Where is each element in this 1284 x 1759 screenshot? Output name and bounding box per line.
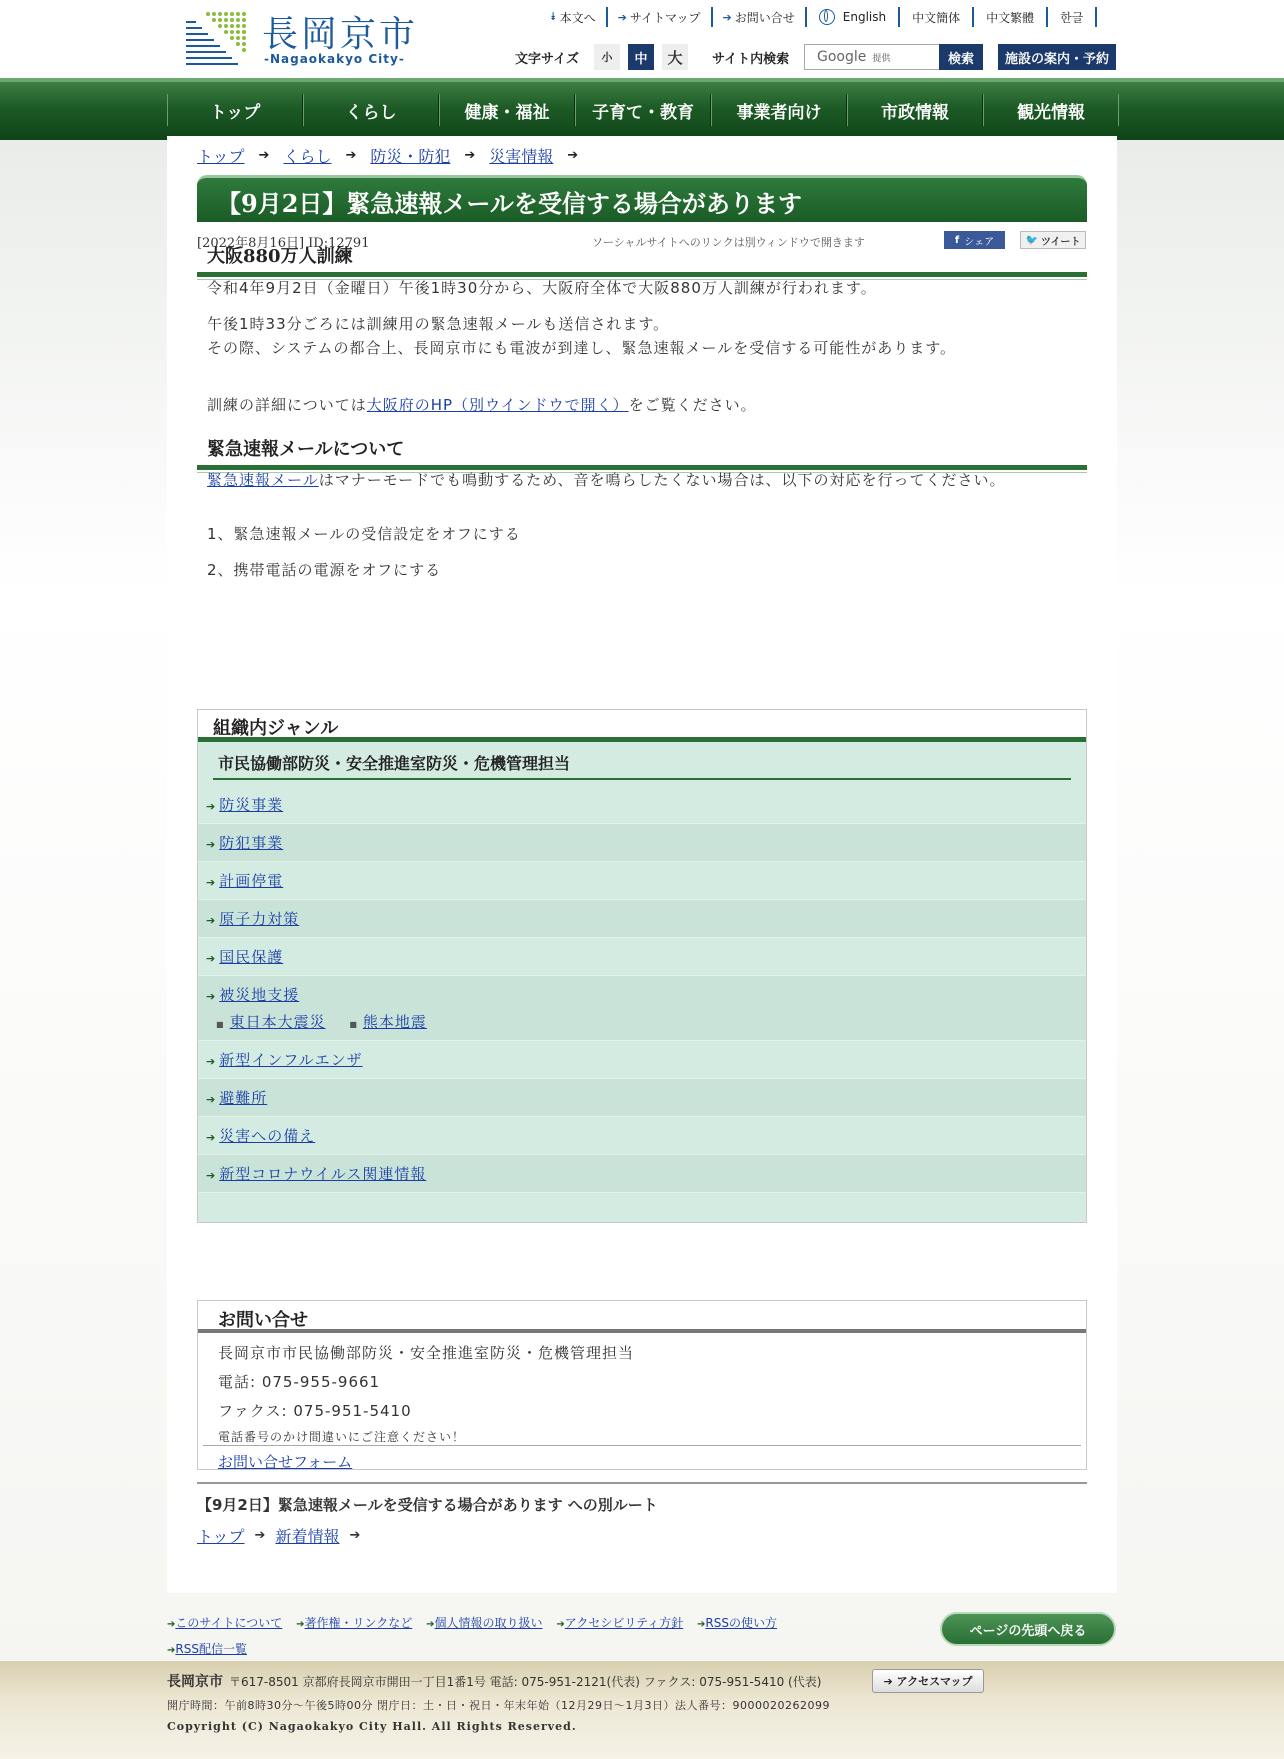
- back-to-top-button[interactable]: ページの先頭へ戻る: [940, 1612, 1116, 1646]
- contact-note: 電話番号のかけ間違いにご注意ください！: [218, 1430, 466, 1444]
- genre-heading: 組織内ジャンル: [198, 710, 1086, 742]
- sitemap-link[interactable]: [608, 7, 713, 27]
- arrow-right-icon: ➔: [697, 1619, 706, 1630]
- arrow-right-icon: ➔: [206, 914, 217, 927]
- lang-english[interactable]: [807, 7, 900, 27]
- footer-link-copyright[interactable]: 著作権・リンクなど: [304, 1616, 413, 1630]
- breadcrumb-top[interactable]: トップ: [197, 147, 245, 166]
- site-search-label: サイト内検索: [712, 52, 790, 67]
- footer-copyright: Copyright (C) Nagaokakyo City Hall. All Rights Reserved.: [167, 1720, 577, 1733]
- arrow-right-icon: ➔: [722, 10, 732, 24]
- list-item: 2、携帯電話の電源をオフにする: [207, 561, 442, 579]
- logo-subtitle: -Nagaokakyo City-: [264, 52, 405, 66]
- alt-route-breadcrumb: [197, 1524, 360, 1547]
- genre-sublink[interactable]: 熊本地震: [362, 1013, 427, 1031]
- genre-link[interactable]: 原子力対策: [219, 910, 300, 928]
- arrow-right-icon: ➔: [296, 1619, 305, 1630]
- arrow-right-icon: ➔: [206, 876, 217, 889]
- list-item: [198, 1117, 1086, 1155]
- paragraph-text: 訓練の詳細については: [207, 396, 367, 414]
- arrow-right-icon: ➔: [556, 1619, 565, 1630]
- arrow-right-icon: ➔: [206, 1093, 217, 1106]
- arrow-right-icon: ➔: [206, 838, 217, 851]
- genre-link[interactable]: 避難所: [219, 1089, 268, 1107]
- genre-link[interactable]: 新型インフルエンザ: [219, 1051, 363, 1069]
- down-arrow-icon: ⯯: [550, 10, 557, 23]
- site-footer: [0, 1661, 1284, 1759]
- nav-childcare[interactable]: 子育て・教育: [575, 94, 711, 126]
- breadcrumb-living[interactable]: くらし: [283, 147, 332, 166]
- list-item: [198, 976, 1086, 1041]
- contact-heading: お問い合せ: [198, 1301, 1086, 1333]
- util-link-label: サイトマップ: [629, 10, 701, 25]
- lang-zh-hant[interactable]: 中文繁體: [974, 7, 1048, 27]
- skip-to-content-link[interactable]: [540, 7, 608, 27]
- search-button[interactable]: 検索: [939, 44, 983, 70]
- util-link-label: お問い合せ: [734, 10, 795, 25]
- global-nav: [0, 78, 1284, 140]
- paragraph-text: をご覧ください。: [628, 396, 757, 414]
- arrow-right-icon: ➔: [567, 148, 579, 163]
- logo-title: 長岡京市: [262, 14, 419, 55]
- utility-links: [540, 6, 1097, 28]
- font-size-label: 文字サイズ: [515, 52, 579, 67]
- breadcrumb-disaster-prevention[interactable]: 防災・防犯: [370, 147, 451, 166]
- font-size-medium-button[interactable]: 中: [628, 44, 654, 70]
- breadcrumb: [197, 144, 584, 167]
- nav-tourism[interactable]: 観光情報: [983, 94, 1119, 126]
- arrow-right-icon: ➔: [883, 1674, 897, 1688]
- arrow-right-icon: ➔: [206, 1169, 217, 1182]
- genre-box: [197, 709, 1087, 1223]
- nav-health[interactable]: 健康・福祉: [439, 94, 575, 126]
- arrow-right-icon: ➔: [206, 952, 217, 965]
- footer-link-rss-howto[interactable]: RSSの使い方: [705, 1616, 777, 1630]
- access-map-label: アクセスマップ: [896, 1675, 973, 1688]
- osaka-hp-link[interactable]: 大阪府のHP（別ウインドウで開く）: [366, 396, 629, 414]
- genre-link[interactable]: 防災事業: [219, 796, 284, 814]
- arrow-right-icon: ➔: [345, 148, 357, 163]
- twitter-bird-icon: 🐦: [1025, 234, 1038, 246]
- contact-form-link[interactable]: お問い合せフォーム: [218, 1453, 353, 1471]
- lang-label: English: [842, 10, 887, 24]
- page-title: 【9月2日】緊急速報メールを受信する場合があります: [197, 175, 1087, 222]
- list-item: [198, 900, 1086, 938]
- arrow-right-icon: ➔: [254, 1528, 266, 1543]
- list-item: 1、緊急速報メールの受信設定をオフにする: [207, 525, 521, 543]
- genre-link[interactable]: 新型コロナウイルス関連情報: [219, 1165, 427, 1183]
- contact-box: [197, 1300, 1087, 1470]
- arrow-right-icon: ➔: [258, 148, 270, 163]
- contact-body: [198, 1333, 1086, 1448]
- arrow-right-icon: ➔: [206, 1055, 217, 1068]
- list-item: [198, 786, 1086, 824]
- alt-route-title: 【9月2日】緊急速報メールを受信する場合があります への別ルート: [197, 1482, 1087, 1515]
- arrow-right-icon: ➔: [206, 990, 217, 1003]
- contact-tel: 電話: 075-955-9661: [218, 1373, 381, 1391]
- lang-korean[interactable]: 한글: [1048, 7, 1097, 27]
- arrow-right-icon: ➔: [206, 1131, 217, 1144]
- arrow-right-icon: ➔: [617, 10, 627, 24]
- genre-link[interactable]: 災害への備え: [219, 1127, 316, 1145]
- lang-zh-hans[interactable]: 中文簡体: [900, 7, 974, 27]
- genre-link[interactable]: 被災地支援: [219, 986, 300, 1004]
- contact-org: 長岡京市市民協働部防災・安全推進室防災・危機管理担当: [218, 1344, 635, 1362]
- site-header: [0, 0, 1284, 78]
- nav-business[interactable]: 事業者向け: [711, 94, 847, 126]
- arrow-right-icon: ➔: [167, 1645, 176, 1656]
- arrow-right-icon: ➔: [426, 1619, 435, 1630]
- nav-city-info[interactable]: 市政情報: [847, 94, 983, 126]
- facebook-icon: f: [954, 234, 960, 246]
- paragraph: [207, 312, 1067, 360]
- footer-links: [167, 1611, 867, 1663]
- contact-link[interactable]: [713, 7, 807, 27]
- arrow-right-icon: ➔: [167, 1619, 176, 1630]
- list-item: [198, 1041, 1086, 1079]
- arrow-right-icon: ➔: [206, 800, 217, 813]
- social-note: ソーシャルサイトへのリンクは別ウィンドウで開きます: [592, 236, 865, 249]
- paragraph-line: その際、システムの都合上、長岡京市にも電波が到達し、緊急速報メールを受信する可能性があります。: [207, 339, 957, 357]
- bullet-icon: ■: [349, 1020, 358, 1029]
- list-item: [198, 862, 1086, 900]
- bullet-icon: ■: [216, 1020, 225, 1029]
- arrow-right-icon: ➔: [464, 148, 476, 163]
- alt-route-news[interactable]: 新着情報: [275, 1527, 340, 1546]
- facility-reservation-button[interactable]: 施設の案内・予約: [998, 44, 1116, 70]
- globe-icon: [819, 9, 835, 25]
- main-content: [167, 136, 1117, 1593]
- search-placeholder: Google: [817, 49, 867, 65]
- arrow-right-icon: ➔: [349, 1528, 361, 1543]
- footer-address: 〒617-8501 京都府長岡京市開田一丁目1番1号 電話: 075-951-2121(代表) ファクス: 075-951-5410 (代表): [229, 1675, 822, 1689]
- section-heading-emergency-mail: 緊急速報メールについて: [197, 435, 1087, 470]
- contact-form-row: [203, 1445, 1081, 1472]
- search-input[interactable]: [804, 44, 948, 70]
- footer-hours: 開庁時間：午前8時30分～午後5時00分 閉庁日：土・日・祝日・年末年始（12月29日～1月3日）法人番号：9000020262099: [167, 1699, 830, 1712]
- footer-link-rss-list[interactable]: RSS配信一覧: [175, 1642, 247, 1656]
- list-item: [198, 824, 1086, 862]
- genre-list: [198, 786, 1086, 1193]
- genre-link[interactable]: 国民保護: [219, 948, 284, 966]
- page-date-id: [2022年8月16日] ID:12791: [197, 236, 370, 251]
- list-item: [198, 1079, 1086, 1117]
- logo-mark-icon: [186, 10, 248, 68]
- paragraph: 令和4年9月2日（金曜日）午後1時30分から、大阪府全体で大阪880万人訓練が行われます。: [207, 279, 877, 297]
- tw-label: ツイート: [1040, 236, 1081, 248]
- section-heading-drill: 大阪880万人訓練: [197, 242, 1087, 277]
- footer-city-name: 長岡京市: [167, 1674, 223, 1690]
- contact-fax: ファクス: 075-951-5410: [218, 1402, 412, 1420]
- nav-top[interactable]: トップ: [167, 94, 303, 126]
- font-size-small-button[interactable]: 小: [594, 44, 620, 70]
- fb-label: シェア: [964, 236, 995, 248]
- site-logo[interactable]: [186, 8, 426, 68]
- paragraph-text: はマナーモードでも鳴動するため、音を鳴らしたくない場合は、以下の対応を行ってください。: [318, 471, 1006, 489]
- search-provided-label: 提供: [872, 53, 891, 64]
- footer-link-accessibility[interactable]: アクセシビリティ方針: [564, 1616, 684, 1630]
- nav-living[interactable]: くらし: [303, 94, 439, 126]
- access-map-button[interactable]: [872, 1669, 984, 1693]
- alt-route-top[interactable]: トップ: [197, 1527, 245, 1546]
- breadcrumb-disaster-info[interactable]: 災害情報: [489, 147, 554, 166]
- paragraph: [207, 393, 1067, 417]
- font-size-large-button[interactable]: 大: [662, 44, 688, 70]
- genre-sublist: [206, 1011, 1086, 1032]
- paragraph: [207, 468, 1067, 492]
- footer-link-about[interactable]: このサイトについて: [175, 1616, 283, 1630]
- genre-link[interactable]: 計画停電: [219, 872, 284, 890]
- footer-link-privacy[interactable]: 個人情報の取り扱い: [434, 1616, 543, 1630]
- genre-sublink[interactable]: 東日本大震災: [229, 1013, 326, 1031]
- genre-subheading: 市民協働部防災・安全推進室防災・危機管理担当: [213, 747, 1071, 780]
- list-item: [198, 1155, 1086, 1193]
- list-item: [198, 938, 1086, 976]
- emergency-mail-link[interactable]: 緊急速報メール: [207, 471, 319, 489]
- footer-address-line: [167, 1671, 821, 1691]
- paragraph-line: 午後1時33分ごろには訓練用の緊急速報メールも送信されます。: [207, 315, 670, 333]
- util-link-label: 本文へ: [559, 10, 596, 25]
- genre-link[interactable]: 防犯事業: [219, 834, 284, 852]
